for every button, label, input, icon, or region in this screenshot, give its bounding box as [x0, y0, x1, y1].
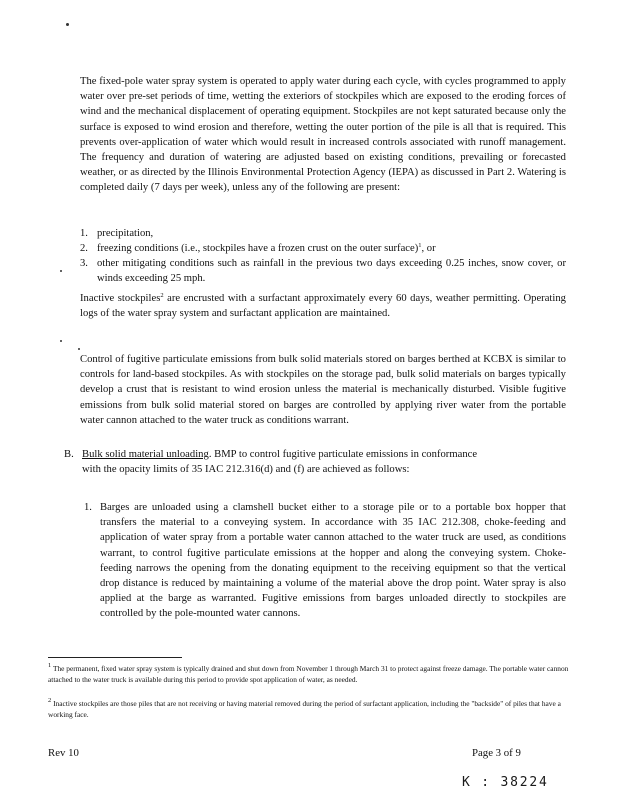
- section-b-intro: [82, 447, 482, 477]
- section-b-title: Bulk solid material unloading: [82, 449, 209, 460]
- inactive-stockpiles-label: Inactive stockpiles: [80, 293, 161, 304]
- list-number: 1.: [80, 228, 88, 239]
- section-b-letter: B.: [64, 449, 74, 460]
- footnote-ref: 2: [160, 292, 164, 299]
- footnote: [48, 664, 578, 686]
- paragraph-water-spray: The fixed-pole water spray system is operated to apply water during each cycle, with cycles programmed to apply water over pre-set periods of time, wetting the exteriors of stockpiles which are exposed to the eroding forces of wind and the mechanical displacement of operating equipment. Stockpiles are not kept saturated because only the surface is exposed to wind erosion and therefore, wetting the outer portion of the pile is all that is required. This prevents over-application of water which would result in increased controls associated with runoff management. The frequency and duration of watering are adjusted based on existing conditions, prevailing or forecasted weather, or as directed by the Illinois Environmental Protection Agency (IEPA) as discussed in Part 2. Watering is completed daily (7 days per week), unless any of the following are present:: [80, 76, 566, 194]
- list-number: 3.: [80, 258, 88, 269]
- list-number: 2.: [80, 243, 88, 254]
- list-item: [80, 226, 566, 242]
- revision-label: Rev 10: [48, 747, 79, 759]
- footnote-mark: 1: [48, 662, 52, 669]
- list-item: [80, 256, 566, 288]
- footnote-ref: 1: [418, 242, 422, 249]
- paragraph-barge-storage: Control of fugitive particulate emissions from bulk solid materials stored on barges berthed at KCBX is similar to controls for land-based stockpiles. As with stockpiles on the storage pad, bulk solid materials on barges typically develop a crust that is resistant to wind erosion unless the material is mechanically disturbed. Visible fugitive emissions from bulk solid material stored on barges are controlled by applying river water from the portable water cannon attached to the water truck as conditions warrant.: [80, 354, 566, 426]
- scan-speck: [60, 270, 62, 272]
- list-text: other mitigating conditions such as rainfall in the previous two days exceeding 0.25 inches, snow cover, or winds exceeding 25 mph.: [97, 258, 566, 285]
- footnote-text: The permanent, fixed water spray system is typically drained and shut down from November 1 through March 31 to protect against freeze damage. The portable water cannon attached to the water truck is available during this period to provide spot application of water, as needed.: [48, 664, 569, 684]
- paragraph-inactive-stockpiles: [80, 291, 566, 321]
- page-number: Page 3 of 9: [472, 747, 521, 759]
- bates-stamp: K : 38224: [462, 775, 549, 790]
- section-b-item-number: 1.: [84, 502, 92, 513]
- list-text-tail: , or: [421, 243, 436, 254]
- footnote: [48, 699, 578, 721]
- list-item: [80, 241, 566, 257]
- section-b-intro-text: . BMP to control fugitive particulate emissions in conformance with the opacity limits of 35 IAC 212.316(d) and (f) are achieved as follows:: [82, 449, 478, 476]
- footnote-mark: 2: [48, 697, 52, 704]
- inactive-stockpiles-text: are encrusted with a surfactant approximately every 60 days, weather permitting. Operating logs of the water spray system and surfactant application are maintained.: [80, 293, 566, 320]
- list-text: precipitation,: [97, 228, 154, 239]
- scan-speck: [78, 348, 80, 350]
- scan-speck: [66, 23, 69, 26]
- scan-speck: [60, 340, 62, 342]
- section-b-item-text: Barges are unloaded using a clamshell bucket either to a storage pile or to a portable box hopper that transfers the material to a conveying system. In accordance with 35 IAC 212.308, choke-feeding and application of water spray from a portable water cannon attached to the water truck are used, as conditions warrant, to control fugitive particulate emissions at the hopper and along the conveying system. Choke-feeding narrows the opening from the donating equipment to the receiving equipment so that the vertical drop distance is reduced by maintaining a volume of the material above the drop point. Water spray is also applied at the barge as warranted. Fugitive emissions from barges unloaded directly to stockpiles are controlled by the pole-mounted water cannons.: [100, 502, 566, 620]
- footnote-divider: [48, 657, 182, 658]
- list-text-main: freezing conditions (i.e., stockpiles have a frozen crust on the outer surface): [97, 243, 419, 254]
- list-text: [97, 241, 566, 256]
- footnote-text: Inactive stockpiles are those piles that are not receiving or having material removed during the period of surfactant application, including the "backside" of piles that have a working face.: [48, 699, 561, 719]
